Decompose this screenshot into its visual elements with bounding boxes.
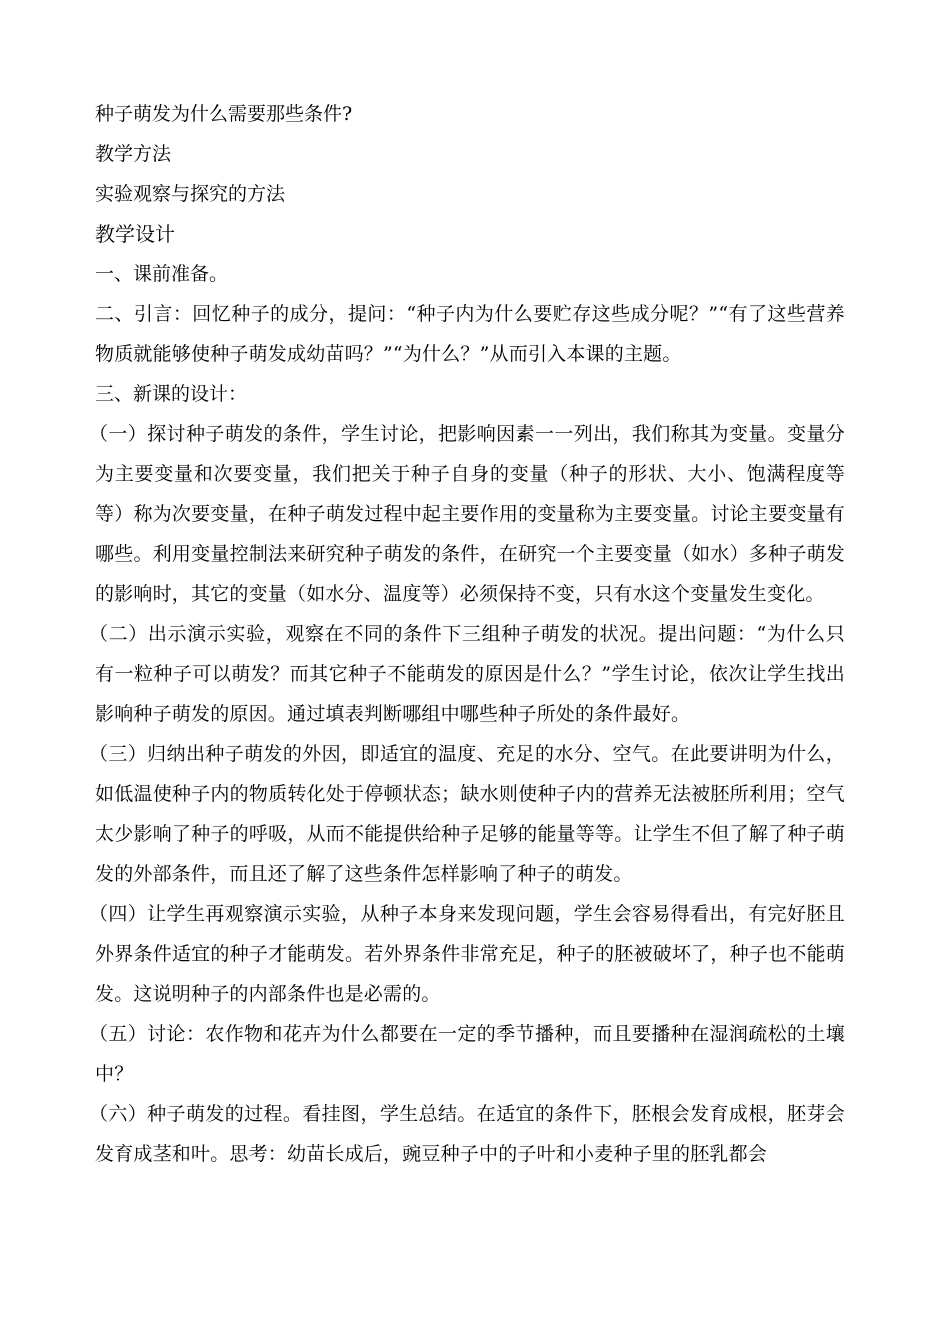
teaching-design-heading: 教学设计 xyxy=(95,222,175,246)
paragraph-four: （四）让学生再观察演示实验，从种子本身来发现问题，学生会容易得看出，有完好胚且外界条件适宜的种子才能萌发。若外界条件非常充足，种子的胚被破坏了，种子也不能萌发。这说明种子的内部条件也是必需的。 xyxy=(89,903,845,1005)
paragraph-two: （二）出示演示实验，观察在不同的条件下三组种子萌发的状况。提出问题：“为什么只有一粒种子可以萌发？而其它种子不能萌发的原因是什么？”学生讨论，依次让学生找出影响种子萌发的原因。通过填表判断哪组中哪些种子所处的条件最好。 xyxy=(89,623,845,725)
teaching-method-heading: 教学方法 xyxy=(95,143,172,165)
teaching-method-text: 实验观察与探究的方法 xyxy=(95,183,286,205)
paragraph-five: （五）讨论：农作物和花卉为什么都要在一定的季节播种，而且要播种在湿润疏松的土壤中？ xyxy=(89,1023,845,1085)
paragraph-six: （六）种子萌发的过程。看挂图，学生总结。在适宜的条件下，胚根会发育成根，胚芽会发育成茎和叶。思考：幼苗长成后，豌豆种子中的子叶和小麦种子里的胚乳都会 xyxy=(89,1103,845,1165)
document-body xyxy=(89,94,845,1174)
step-new-lesson: 三、新课的设计： xyxy=(95,383,248,405)
paragraph-three: （三）归纳出种子萌发的外因，即适宜的温度、充足的水分、空气。在此要讲明为什么，如低温使种子内的物质转化处于停顿状态；缺水则使种子内的营养无法被胚所利用；空气太少影响了种子的呼吸，从而不能提供给种子足够的能量等等。让学生不但了解了种子萌发的外部条件，而且还了解了这些条件怎样影响了种子的萌发。 xyxy=(89,743,845,885)
step-introduction: 二、引言：回忆种子的成分，提问：“种子内为什么要贮存这些成分呢？”“有了这些营养物质就能够使种子萌发成幼苗吗？”“为什么？”从而引入本课的主题。 xyxy=(95,303,845,365)
question-line: 种子萌发为什么需要那些条件? xyxy=(95,103,353,125)
paragraph-one: （一）探讨种子萌发的条件，学生讨论，把影响因素一一列出，我们称其为变量。变量分为主要变量和次要变量，我们把关于种子自身的变量（种子的形状、大小、饱满程度等等）称为次要变量，在种子萌发过程中起主要作用的变量称为主要变量。讨论主要变量有哪些。利用变量控制法来研究种子萌发的条件，在研究一个主要变量（如水）多种子萌发的影响时，其它的变量（如水分、温度等）必须保持不变，只有水这个变量发生变化。 xyxy=(89,423,845,605)
step-preparation: 一、课前准备。 xyxy=(95,263,229,285)
